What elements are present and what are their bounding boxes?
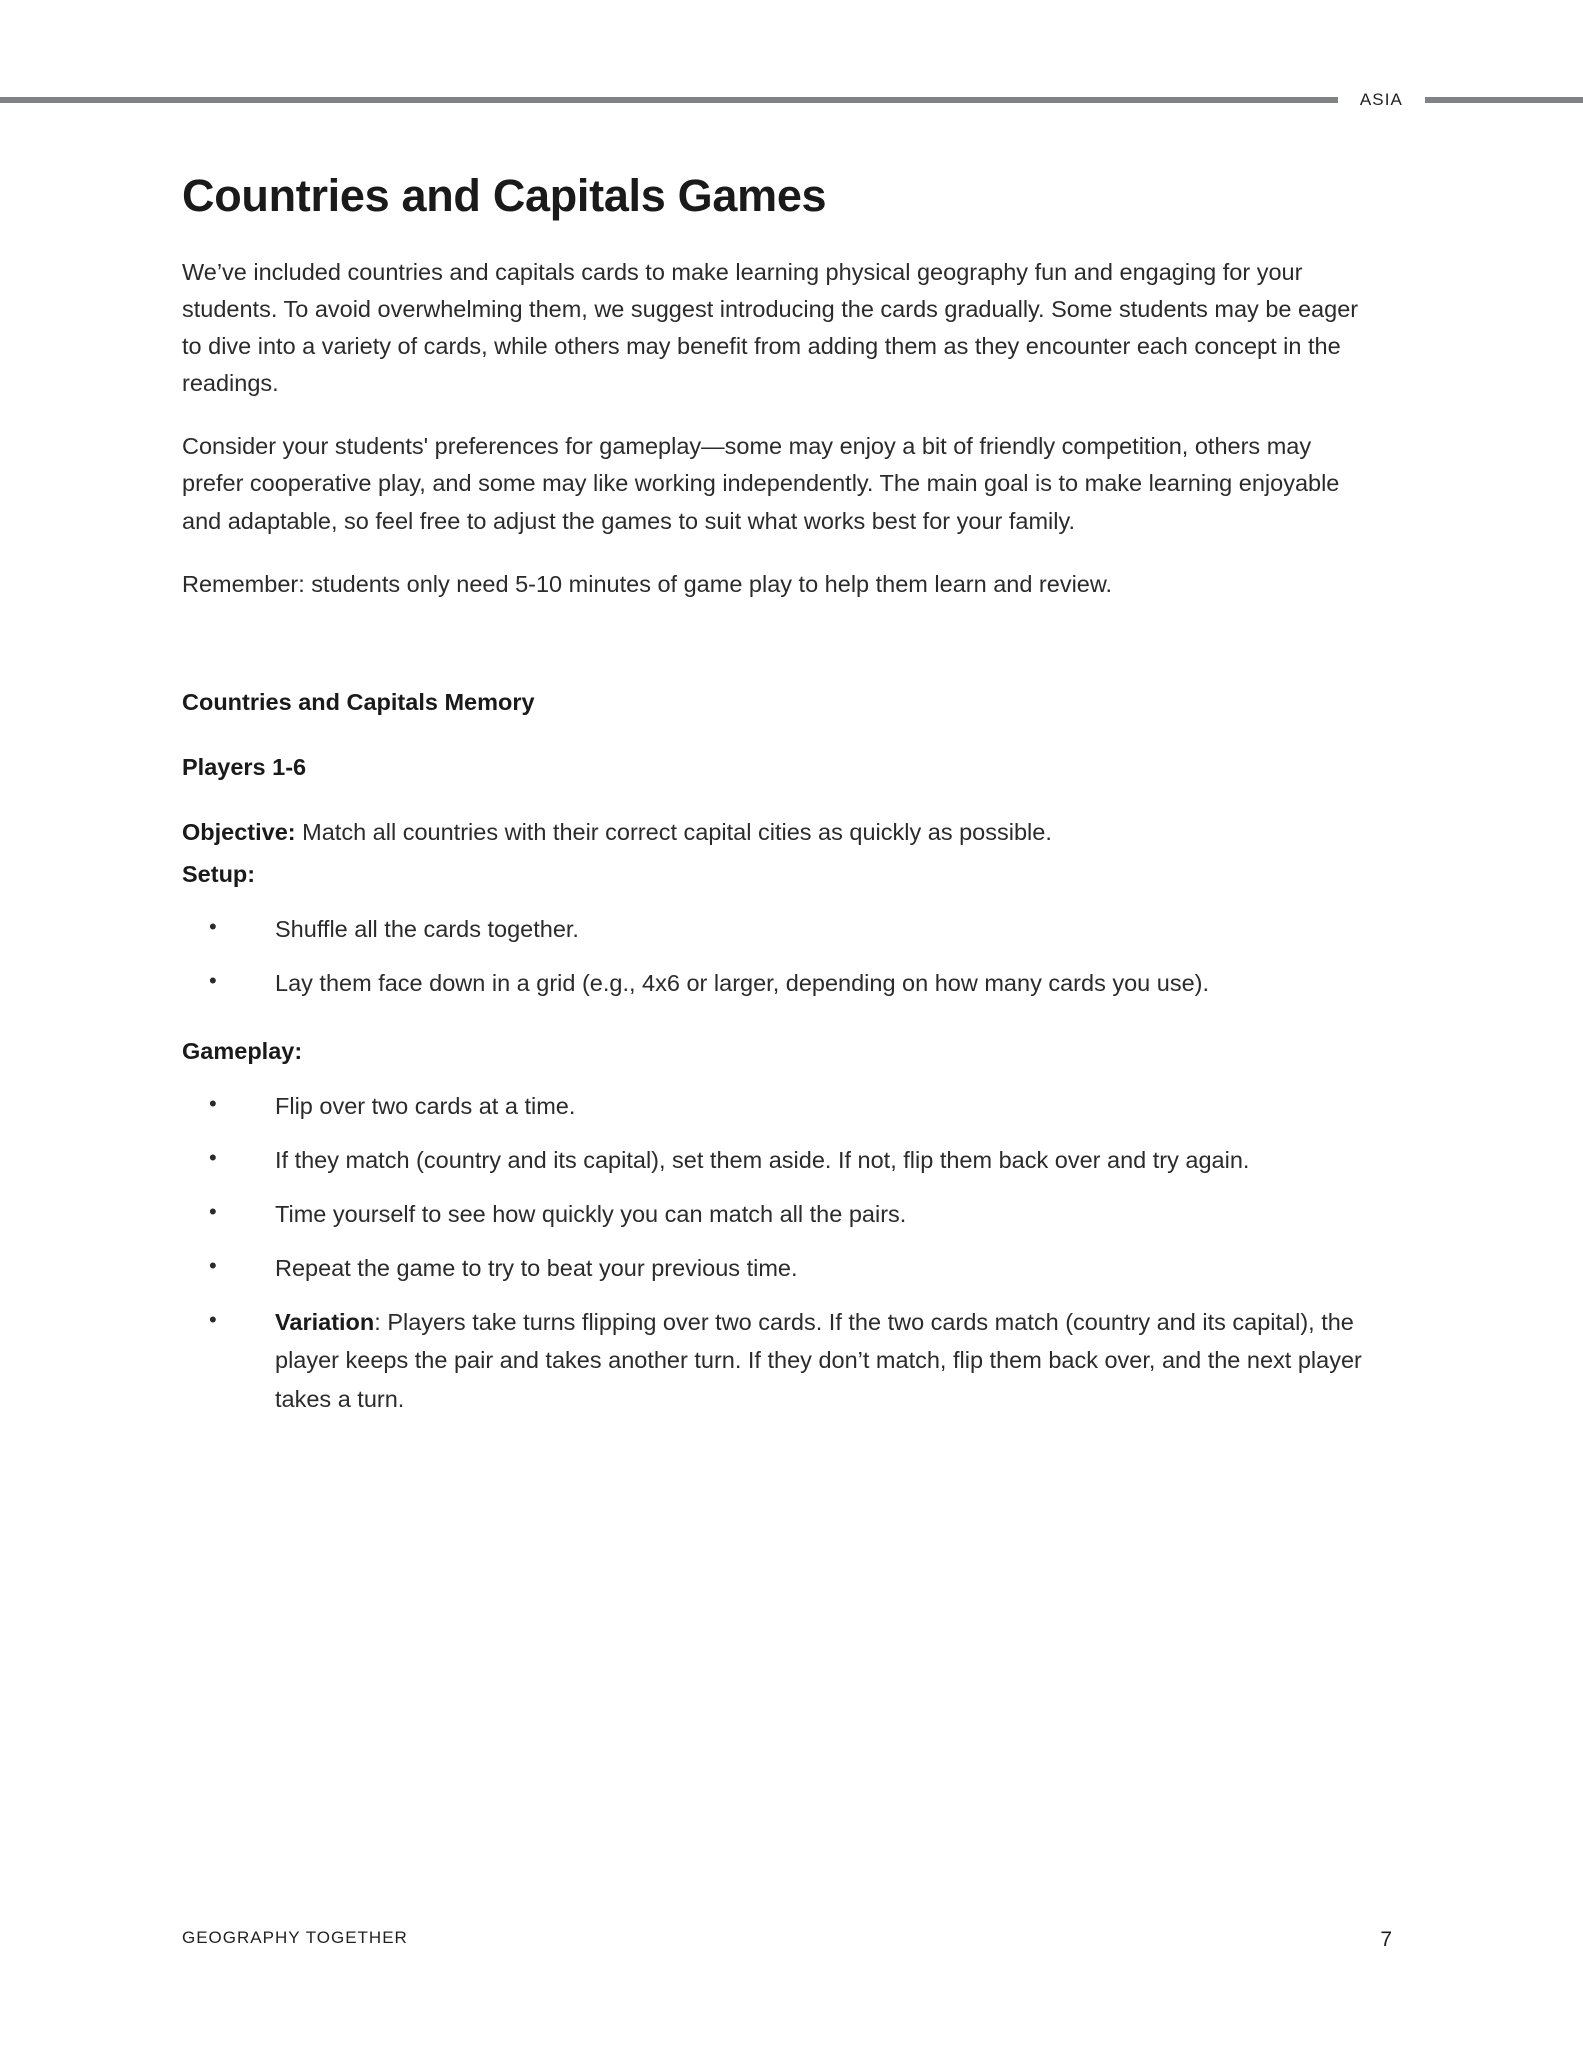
gameplay-list: [182, 1087, 1392, 1417]
intro-paragraph-1: We’ve included countries and capitals cards to make learning physical geography fun and engaging for your students. To avoid overwhelming them, we suggest introducing the cards gradually. Some students may be eager to dive into a variety of cards, while others may benefit from adding them as they encounter each concept in the readings.: [182, 258, 1359, 397]
header-rule-left: [0, 97, 1338, 103]
gameplay-spacer: [182, 1020, 1392, 1034]
page-title: Countries and Capitals Games: [182, 170, 827, 221]
running-header: [0, 86, 1583, 114]
list-item: • Repeat the game to try to beat your previous time.: [182, 1249, 1380, 1287]
list-item: • Lay them face down in a grid (e.g., 4x6 or larger, depending on how many cards you use).: [182, 964, 1380, 1002]
objective-line: [182, 815, 1392, 850]
list-item: • Time yourself to see how quickly you can match all the pairs.: [182, 1195, 1380, 1233]
list-item: • Flip over two cards at a time.: [182, 1087, 1380, 1125]
running-footer: [182, 1928, 1392, 2048]
header-section-label: ASIA: [1359, 89, 1403, 109]
players-count-heading: Players 1-6: [182, 754, 307, 780]
list-item-variation: [182, 1303, 1380, 1417]
list-item: • Shuffle all the cards together.: [182, 910, 1380, 948]
list-item: • If they match (country and its capital), set them aside. If not, flip them back over and try again.: [182, 1141, 1380, 1179]
intro-paragraph-3: Remember: students only need 5-10 minutes of game play to help them learn and review.: [182, 570, 1113, 597]
section-spacer: [182, 629, 1392, 685]
setup-list: [182, 910, 1392, 1002]
footer-publication-name: GEOGRAPHY TOGETHER: [182, 1928, 408, 1947]
objective-label: Objective:: [182, 819, 296, 846]
page-number: 7: [1380, 1928, 1392, 1951]
intro-paragraph-2: Consider your students' preferences for gameplay—some may enjoy a bit of friendly competition, others may prefer cooperative play, and some may like working independently. The main goal is to make learning enjoyable and adaptable, so feel free to adjust the games to suit what works best for your family.: [182, 433, 1340, 534]
header-rule-right: [1425, 97, 1583, 103]
document-content: [182, 170, 1392, 1436]
variation-label: Variation: [275, 1309, 375, 1336]
gameplay-label: Gameplay:: [182, 1037, 303, 1064]
setup-label: Setup:: [182, 860, 256, 887]
game-name-heading: Countries and Capitals Memory: [182, 688, 535, 715]
objective-text: Match all countries with their correct capital cities as quickly as possible.: [295, 819, 1052, 846]
variation-text: : Players take turns flipping over two cards. If the two cards match (country and its capital), the player keeps the pair and takes another turn. If they don’t match, flip them back over, and the next player takes a turn.: [275, 1309, 1362, 1412]
